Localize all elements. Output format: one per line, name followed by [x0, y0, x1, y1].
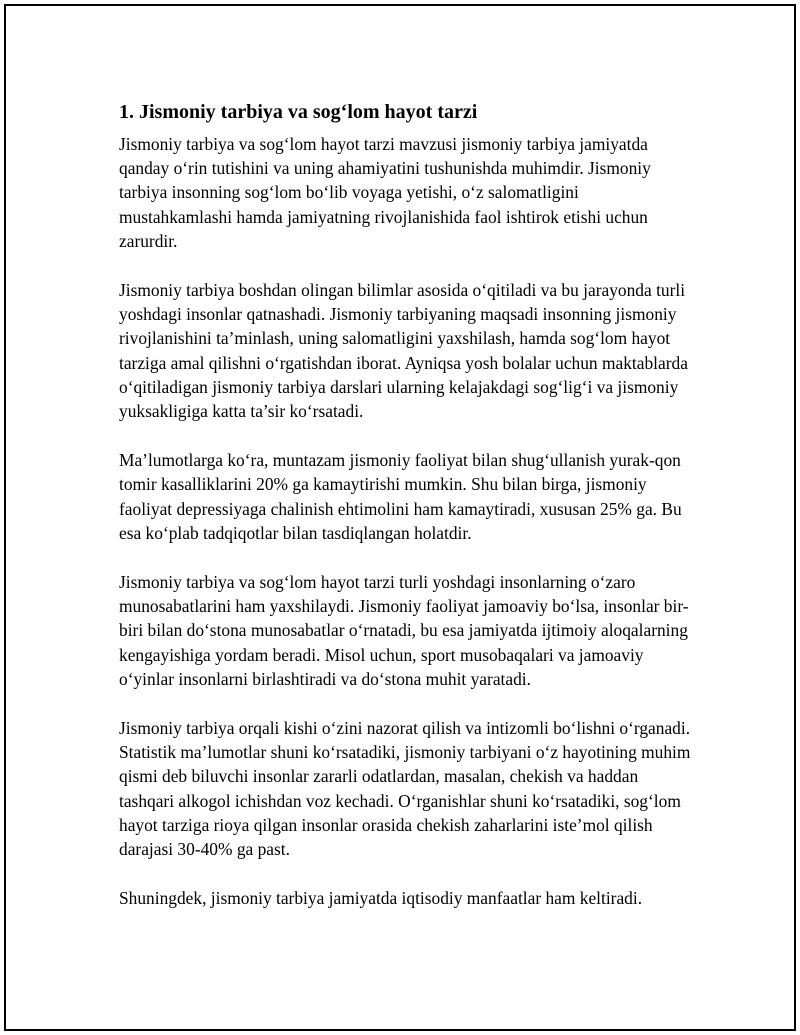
paragraph-3: Ma’lumotlarga ko‘ra, muntazam jismoniy faoliyat bilan shug‘ullanish yurak-qon tomir kasalliklarini 20% ga kamaytirishi mumkin. Shu bilan birga, jismoniy faoliyat depressiyaga chalinish ehtimolini ham kamaytiradi, xususan 25% ga. Bu esa ko‘plab tadqiqotlar bilan tasdiqlangan holatdir. [119, 450, 682, 543]
paragraph-4: Jismoniy tarbiya va sog‘lom hayot tarzi turli yoshdagi insonlarning o‘zaro munosabatlarini ham yaxshilaydi. Jismoniy faoliyat jamoaviy bo‘lsa, insonlar bir-biri bilan do‘stona munosabatlar o‘rnatadi, bu esa jamiyatda ijtimoiy aloqalarning kengayishiga yordam beradi. Misol uchun, sport musobaqalari va jamoaviy o‘yinlar insonlarni birlashtiradi va do‘stona muhit yaratadi. [119, 572, 689, 689]
section-heading: 1. Jismoniy tarbiya va sog‘lom hayot tarzi [119, 101, 478, 123]
paragraph-6: Shuningdek, jismoniy tarbiya jamiyatda iqtisodiy manfaatlar ham keltiradi. [119, 888, 643, 909]
paragraph-1: Jismoniy tarbiya va sog‘lom hayot tarzi mavzusi jismoniy tarbiya jamiyatda qanday o‘rin tutishini va uning ahamiyatini tushunishda muhimdir. Jismoniy tarbiya insonning sog‘lom bo‘lib voyaga yetishi, o‘z salomatligini mustahkamlashi hamda jamiyatning rivojlanishida faol ishtirok etishi uchun zarurdir. [119, 134, 651, 251]
paragraph-2: Jismoniy tarbiya boshdan olingan bilimlar asosida o‘qitiladi va bu jarayonda turli yoshdagi insonlar qatnashadi. Jismoniy tarbiyaning maqsadi insonning jismoniy rivojlanishini ta’minlash, uning salomatligini yaxshilash, hamda sog‘lom hayot tarziga amal qilishni o‘rgatishdan iborat. Ayniqsa yosh bolalar uchun maktablarda o‘qitiladigan jismoniy tarbiya darslari ularning kelajakdagi sog‘lig‘i va jismoniy yuksakligiga katta ta’sir ko‘rsatadi. [119, 280, 688, 422]
document-body [119, 100, 693, 935]
page-frame [4, 4, 796, 1031]
paragraph-5: Jismoniy tarbiya orqali kishi o‘zini nazorat qilish va intizomli bo‘lishni o‘rganadi. Statistik ma’lumotlar shuni ko‘rsatadiki, jismoniy tarbiyani o‘z hayotining muhim qismi deb biluvchi insonlar zararli odatlardan, masalan, chekish va haddan tashqari alkogol ichishdan voz kechadi. O‘rganishlar shuni ko‘rsatadiki, sog‘lom hayot tarziga rioya qilgan insonlar orasida chekish zaharlarini iste’mol qilish darajasi 30-40% ga past. [119, 718, 691, 860]
